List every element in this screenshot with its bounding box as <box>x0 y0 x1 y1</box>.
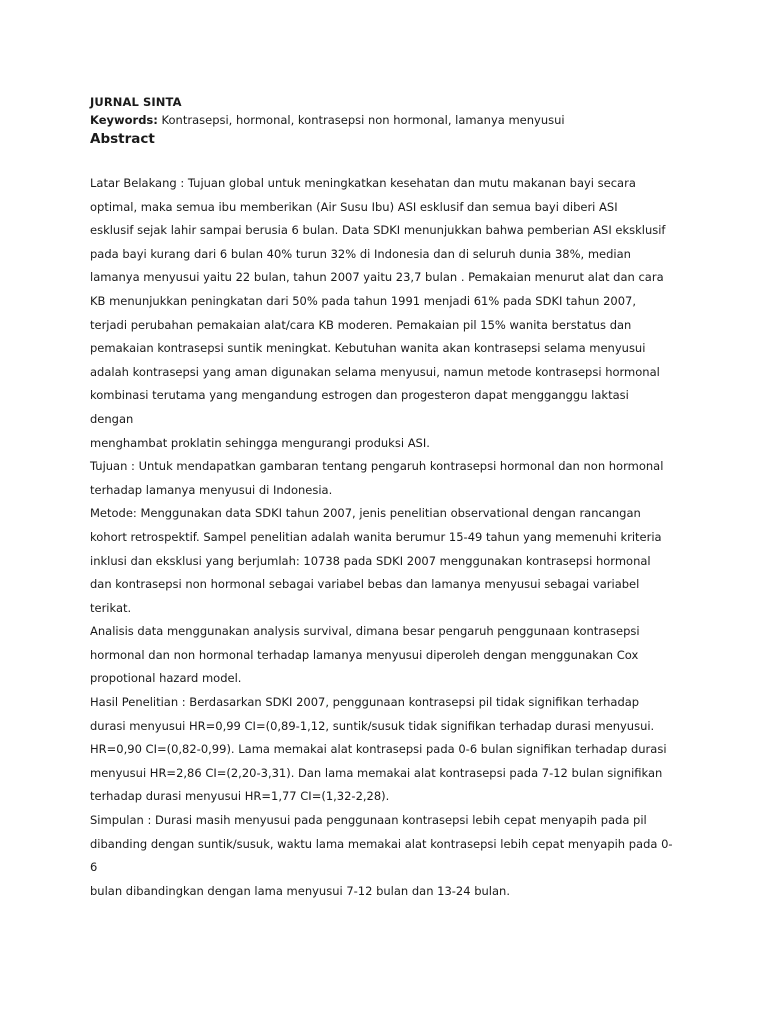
abstract-line: durasi menyusui HR=0,99 CI=(0,89-1,12, suntik/susuk tidak signifikan terhadap durasi menyusui. <box>90 718 655 733</box>
abstract-line: Simpulan : Durasi masih menyusui pada penggunaan kontrasepsi lebih cepat menyapih pada pil <box>90 813 647 828</box>
abstract-heading: Abstract <box>90 131 155 147</box>
abstract-line: KB menunjukkan peningkatan dari 50% pada tahun 1991 menjadi 61% pada SDKI tahun 2007, <box>90 293 637 308</box>
document-page <box>90 93 690 903</box>
keywords-text: Kontrasepsi, hormonal, kontrasepsi non hormonal, lamanya menyusui <box>157 113 565 127</box>
abstract-line: dan kontrasepsi non hormonal sebagai variabel bebas dan lamanya menyusui sebagai variabel <box>90 577 640 592</box>
abstract-line: kohort retrospektif. Sampel penelitian adalah wanita berumur 15-49 tahun yang memenuhi kriteria <box>90 529 662 544</box>
abstract-line: bulan dibandingkan dengan lama menyusui 7-12 bulan dan 13-24 bulan. <box>90 883 510 898</box>
abstract-body <box>90 172 690 903</box>
abstract-line: inklusi dan eksklusi yang berjumlah: 10738 pada SDKI 2007 menggunakan kontrasepsi hormonal <box>90 553 651 568</box>
keywords-label: Keywords: <box>90 113 158 127</box>
abstract-line: propotional hazard model. <box>90 671 242 686</box>
abstract-line: Analisis data menggunakan analysis survival, dimana besar pengaruh penggunaan kontrasepsi <box>90 624 640 639</box>
abstract-line: HR=0,90 CI=(0,82-0,99). Lama memakai alat kontrasepsi pada 0-6 bulan signifikan terhadap durasi <box>90 742 667 757</box>
abstract-line: pemakaian kontrasepsi suntik meningkat. Kebutuhan wanita akan kontrasepsi selama menyusui <box>90 341 646 356</box>
abstract-line: kombinasi terutama yang mengandung estrogen dan progesteron dapat mengganggu laktasi <box>90 388 629 403</box>
abstract-line: Tujuan : Untuk mendapatkan gambaran tentang pengaruh kontrasepsi hormonal dan non hormonal <box>90 459 664 474</box>
abstract-line: terjadi perubahan pemakaian alat/cara KB moderen. Pemakaian pil 15% wanita berstatus dan <box>90 317 632 332</box>
keywords-line <box>90 111 690 129</box>
abstract-line: Hasil Penelitian : Berdasarkan SDKI 2007, penggunaan kontrasepsi pil tidak signifikan terhadap <box>90 695 640 710</box>
abstract-line: hormonal dan non hormonal terhadap lamanya menyusui diperoleh dengan menggunakan Cox <box>90 647 639 662</box>
abstract-line: lamanya menyusui yaitu 22 bulan, tahun 2007 yaitu 23,7 bulan . Pemakaian menurut alat dan cara <box>90 270 664 285</box>
abstract-line: dibanding dengan suntik/susuk, waktu lama memakai alat kontrasepsi lebih cepat menyapih pada 0- <box>90 836 673 851</box>
abstract-line: dengan <box>90 411 134 426</box>
abstract-line: terhadap lamanya menyusui di Indonesia. <box>90 482 333 497</box>
abstract-line: pada bayi kurang dari 6 bulan 40% turun 32% di Indonesia dan di seluruh dunia 38%, median <box>90 246 631 261</box>
abstract-line: 6 <box>90 860 98 875</box>
abstract-line: terikat. <box>90 600 132 615</box>
journal-name: JURNAL SINTA <box>90 95 182 109</box>
abstract-line: Metode: Menggunakan data SDKI tahun 2007, jenis penelitian observational dengan rancangan <box>90 506 641 521</box>
abstract-line: optimal, maka semua ibu memberikan (Air Susu Ibu) ASI esklusif dan semua bayi diberi ASI <box>90 199 618 214</box>
abstract-line: menghambat proklatin sehingga mengurangi produksi ASI. <box>90 435 430 450</box>
abstract-line: terhadap durasi menyusui HR=1,77 CI=(1,32-2,28). <box>90 789 390 804</box>
abstract-line: adalah kontrasepsi yang aman digunakan selama menyusui, namun metode kontrasepsi hormonal <box>90 364 660 379</box>
abstract-line: esklusif sejak lahir sampai berusia 6 bulan. Data SDKI menunjukkan bahwa pemberian ASI eksklusif <box>90 223 666 238</box>
abstract-line: Latar Belakang : Tujuan global untuk meningkatkan kesehatan dan mutu makanan bayi secara <box>90 176 636 190</box>
abstract-line: menyusui HR=2,86 CI=(2,20-3,31). Dan lama memakai alat kontrasepsi pada 7-12 bulan signifikan <box>90 765 663 780</box>
